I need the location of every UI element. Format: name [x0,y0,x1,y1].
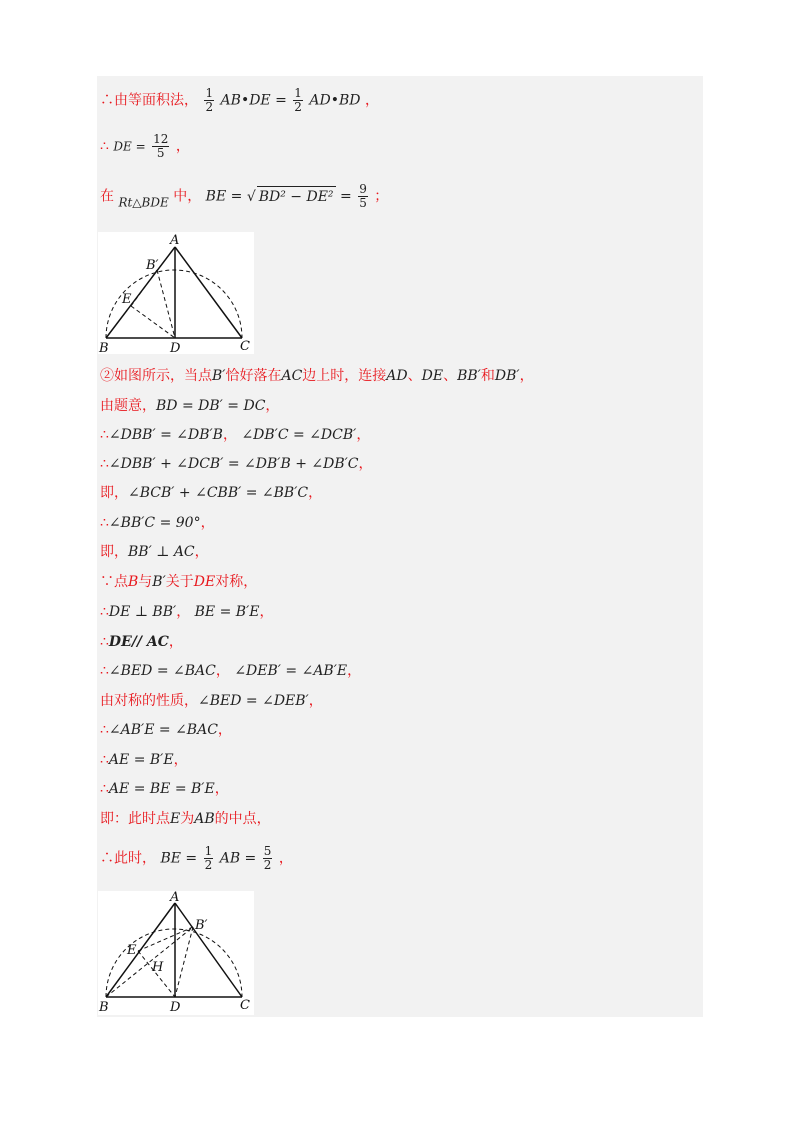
line-equal-area: ∴由等面积法， $\frac{1}{2}$ AB•DE = $\frac{1}{2}$ AD•BD ， [100,86,379,114]
fig2-label-e: E [127,943,137,958]
fig1-label-b: B [99,341,109,354]
line-angle-sum-2: 即，∠BCB′ + ∠CBB′ = ∠BB′C， [100,485,323,501]
fig2-label-d: D [170,1000,181,1015]
line-perpendicular: 即，BB′ ⊥ AC， [100,544,209,560]
fig1-label-c: C [240,339,250,354]
line-be-half: ∴此时， BE = $\frac{1}{2}$ AB = $\frac{5}{2}$ ， [100,844,293,872]
line-angles-equal: ∴∠DBB′ = ∠DB′B， ∠DB′C = ∠DCB′， [100,427,371,443]
line-right-angle: ∴∠BB′C = 90°， [100,515,215,531]
line-de-value: ∴ DE = $\frac{12}{5}$ ， [100,132,190,160]
figure-1-svg [98,232,254,354]
line-given: 由题意，BD = DB′ = DC， [100,398,280,414]
line-angle-sum: ∴∠DBB′ + ∠DCB′ = ∠DB′B + ∠DB′C， [100,456,373,472]
fig1-label-e: E [122,292,132,307]
fig1-label-a: A [170,233,180,248]
line-symmetry: ∵点B与B′关于DE对称， [100,574,258,590]
fig2-label-b: B [99,1000,109,1015]
line-case-two: ②如图所示，当点B′恰好落在AC边上时，连接AD、DE、BB′和DB′， [100,368,534,384]
figure-2-svg [98,891,254,1015]
line-corresponding-angles: ∴∠BED = ∠BAC， ∠DEB′ = ∠AB′E， [100,663,362,679]
line-de-perp: ∴DE ⊥ BB′， BE = B′E， [100,604,274,620]
fig2-label-h: H [152,960,164,975]
line-midpoint: 即：此时点E为AB的中点， [100,811,271,827]
fraction-5-2: $\frac{5}{2}$ [263,844,272,872]
fraction-12-5: $\frac{12}{5}$ [153,132,169,160]
line-be-value: 在 Rt△BDE 中， BE = √ BD² − DE² = $\frac{9}{5}$ ； [100,182,389,210]
line-symmetry-property: 由对称的性质，∠BED = ∠DEB′， [100,693,323,709]
line-angle-equal-bac: ∴∠AB′E = ∠BAC， [100,722,232,738]
fig2-label-a: A [170,891,180,905]
line-parallel: ∴DE// AC， [100,634,183,650]
fig2-label-c: C [240,998,250,1013]
fraction-9-5: $\frac{9}{5}$ [359,182,367,210]
figure-triangle-2 [98,891,254,1015]
figure-triangle-1 [98,232,254,354]
fraction-1-2: $\frac{1}{2}$ [204,844,213,872]
line-ae-equal: ∴AE = B′E， [100,752,188,768]
fig1-label-bp: B′ [146,258,159,273]
fraction-half-2: $\frac{1}{2}$ [294,86,302,114]
fraction-half: $\frac{1}{2}$ [205,86,214,114]
fig1-label-d: D [170,341,181,354]
fig2-label-bp: B′ [195,918,208,933]
line-ae-be-equal: ∴AE = BE = B′E， [100,781,229,797]
